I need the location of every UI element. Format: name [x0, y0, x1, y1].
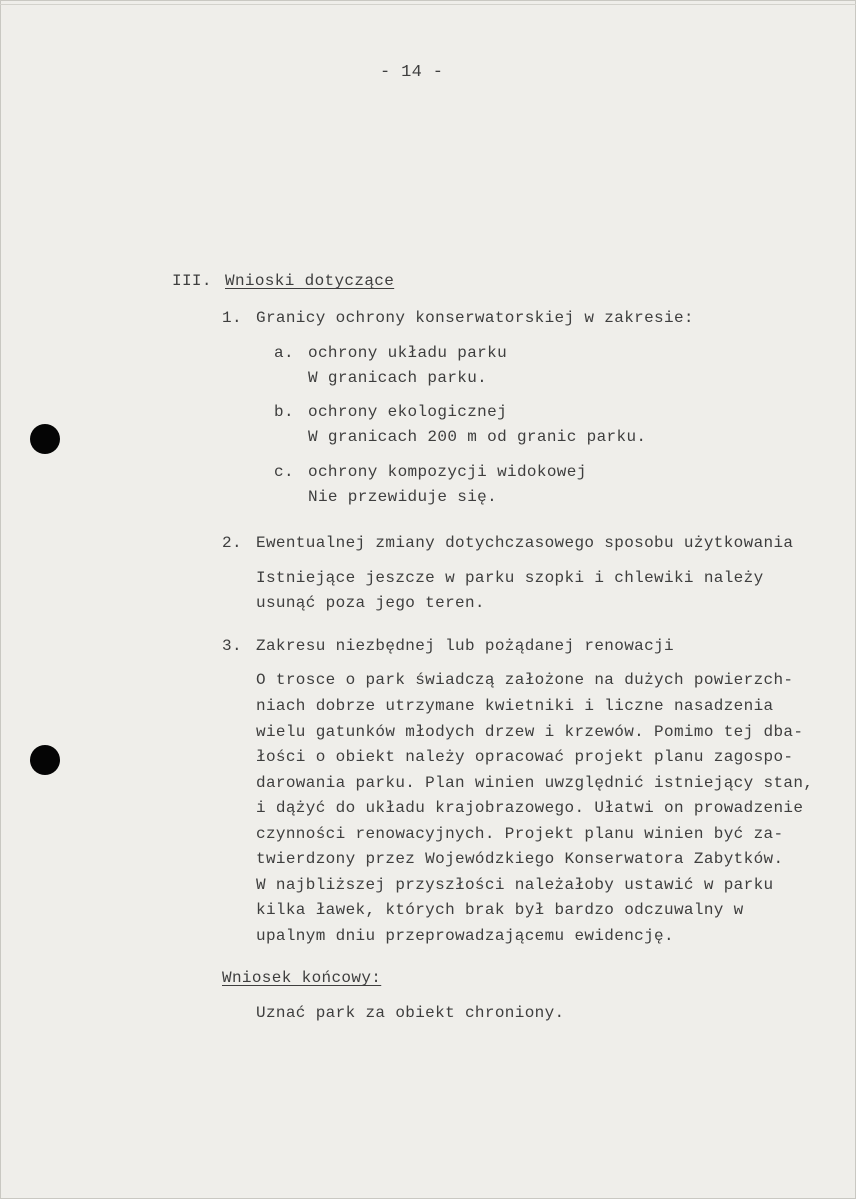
conclusion-title: Wniosek końcowy:	[222, 969, 382, 987]
item-3-body-line: i dążyć do układu krajobrazowego. Ułatwi on prowadzenie	[256, 799, 804, 817]
subitem-c-title: ochrony kompozycji widokowej	[308, 463, 587, 481]
item-2-title: Ewentualnej zmiany dotychczasowego sposobu użytkowania	[256, 534, 794, 552]
item-2-number: 2.	[222, 534, 242, 552]
item-3-body-line: twierdzony przez Wojewódzkiego Konserwatora Zabytków.	[256, 850, 784, 868]
subitem-a-title: ochrony układu parku	[308, 344, 508, 362]
subitem-b-letter: b.	[274, 403, 294, 421]
item-1-title: Granicy ochrony konserwatorskiej w zakresie:	[256, 309, 694, 327]
subitem-b-title: ochrony ekologicznej	[308, 403, 508, 421]
item-3-number: 3.	[222, 637, 242, 655]
item-1-number: 1.	[222, 309, 242, 327]
section-number: III.	[172, 272, 212, 290]
subitem-c-detail: Nie przewiduje się.	[308, 488, 498, 506]
conclusion-text: Uznać park za obiekt chroniony.	[256, 1004, 565, 1022]
item-2-body-line: Istniejące jeszcze w parku szopki i chlewiki należy	[256, 569, 764, 587]
subitem-a-letter: a.	[274, 344, 294, 362]
item-3-body-line: niach dobrze utrzymane kwietniki i liczne nasadzenia	[256, 697, 774, 715]
item-3-body-line: łości o obiekt należy opracować projekt planu zagospo-	[256, 748, 794, 766]
punch-hole-bottom	[30, 745, 60, 775]
item-2-body-line: usunąć poza jego teren.	[256, 594, 485, 612]
subitem-a-detail: W granicach parku.	[308, 369, 488, 387]
item-3-title: Zakresu niezbędnej lub pożądanej renowacji	[256, 637, 674, 655]
item-3-body-line: czynności renowacyjnych. Projekt planu winien być za-	[256, 825, 784, 843]
section-title: Wnioski dotyczące	[225, 272, 395, 290]
item-3-body-line: W najbliższej przyszłości należałoby ustawić w parku	[256, 876, 774, 894]
punch-hole-top	[30, 424, 60, 454]
page-number: - 14 -	[380, 63, 444, 82]
item-3-body-line: O trosce o park świadczą założone na dużych powierzch-	[256, 671, 794, 689]
item-3-body-line: darowania parku. Plan winien uwzględnić istniejący stan,	[256, 774, 814, 792]
item-3-body-line: kilka ławek, których brak był bardzo odczuwalny w	[256, 901, 744, 919]
item-3-body-line: upalnym dniu przeprowadzającemu ewidencję.	[256, 927, 674, 945]
page-top-edge	[0, 4, 856, 5]
subitem-c-letter: c.	[274, 463, 294, 481]
item-3-body-line: wielu gatunków młodych drzew i krzewów. Pomimo tej dba-	[256, 723, 804, 741]
subitem-b-detail: W granicach 200 m od granic parku.	[308, 428, 647, 446]
